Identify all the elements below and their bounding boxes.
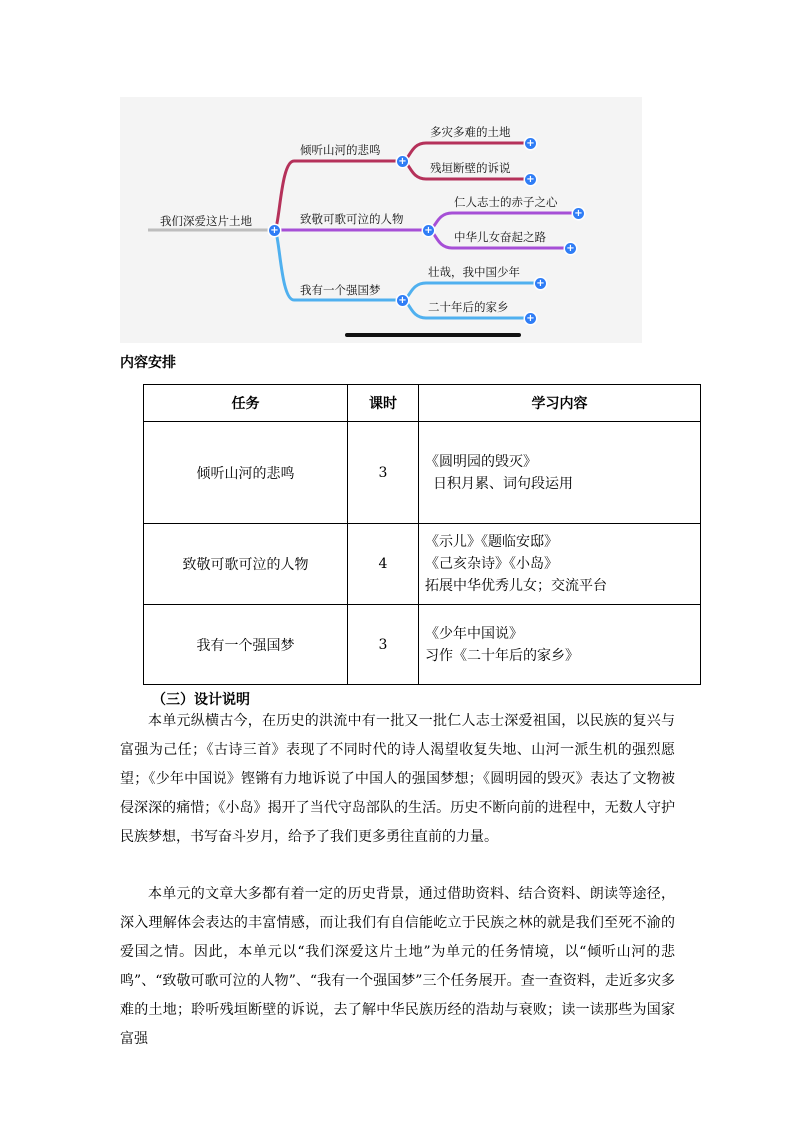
mind-map [120,97,642,343]
home-indicator-bar [345,333,521,337]
content-line: 日积月累、词句段运用 [433,475,573,492]
header-hours: 课时 [348,385,419,422]
expand-leaf-3-1-button[interactable]: + [536,278,545,289]
section-title: 内容安排 [120,355,176,371]
design-notes-heading: （三）设计说明 [152,692,250,708]
leaf-label-2-1: 仁人志士的赤子之心 [454,195,558,209]
leaf-connector-3-1 [402,283,540,300]
table-header-row [144,385,701,422]
expand-root-button[interactable]: + [270,225,279,236]
expand-branch-3-button[interactable]: + [398,295,407,306]
leaf-connector-1-1 [402,143,530,161]
hours-cell: 4 [348,524,419,605]
content-line: 拓展中华优秀儿女；交流平台 [425,578,607,594]
content-cell [419,422,701,524]
leaf-label-1-1: 多灾多难的土地 [430,125,511,139]
branch-label-3: 我有一个强国梦 [300,283,381,297]
expand-leaf-3-2-button[interactable]: + [526,313,535,324]
expand-branch-1-button[interactable]: + [398,156,407,167]
table-row [144,605,701,685]
leaf-label-1-2: 残垣断壁的诉说 [430,161,511,175]
content-cell [419,605,701,685]
content-line: 《示儿》《题临安邸》 [425,534,558,550]
table-row [144,524,701,605]
paragraph: 本单元的文章大多都有着一定的历史背景，通过借助资料、结合资料、朗读等途径，深入理解体会表达的丰富情感，而让我们有自信能屹立于民族之林的就是我们至死不渝的爱国之情。因此，本单元以“我们深爱这片土地”为单元的任务情境，以“倾听山河的悲鸣”、“致敬可歌可泣的人物”、“我有一个强国梦”三个任务展开。查一查资料，走近多灾多难的土地；聆听残垣断壁的诉说，去了解中华民族历经的浩劫与衰败；读一读那些为国家富强 [120,886,675,1047]
content-line: 习作《二十年后的家乡》 [425,647,579,664]
expand-leaf-1-2-button[interactable]: + [526,174,535,185]
expand-leaf-2-1-button[interactable]: + [574,208,583,219]
task-cell: 倾听山河的悲鸣 [144,422,348,524]
leaf-label-3-2: 二十年后的家乡 [428,300,509,314]
leaf-label-3-1: 壮哉，我中国少年 [428,265,520,279]
expand-leaf-1-1-button[interactable]: + [526,138,535,149]
task-cell: 我有一个强国梦 [144,605,348,685]
table-row [144,422,701,524]
hours-cell: 3 [348,422,419,524]
header-content: 学习内容 [419,385,701,422]
branch-label-2: 致敬可歌可泣的人物 [300,212,404,226]
expand-branch-2-button[interactable]: + [424,225,433,236]
content-plan-table [143,384,701,685]
content-line: 《圆明园的毁灭》 [425,453,537,470]
header-task: 任务 [144,385,348,422]
leaf-connector-2-1 [428,213,578,230]
branch-label-1: 倾听山河的悲鸣 [300,143,381,157]
paragraph: 本单元纵横古今，在历史的洪流中有一批又一批仁人志士深爱祖国，以民族的复兴与富强为己任；《古诗三首》表现了不同时代的诗人渴望收复失地、山河一派生机的强烈愿望；《少年中国说》铿锵有力地诉说了中国人的强国梦想；《圆明园的毁灭》表达了文物被侵深深的痛惜；《小岛》揭开了当代守岛部队的生活。历史不断向前的进程中，无数人守护民族梦想，书写奋斗岁月，给予了我们更多勇往直前的力量。 [120,713,675,845]
hours-cell: 3 [348,605,419,685]
content-cell [419,524,701,605]
mind-map-root: 我们深爱这片土地 [160,214,252,228]
content-line: 《少年中国说》 [425,625,523,642]
leaf-label-2-2: 中华儿女奋起之路 [454,230,546,244]
expand-leaf-2-2-button[interactable]: + [566,243,575,254]
task-cell: 致敬可歌可泣的人物 [144,524,348,605]
content-line: 《己亥杂诗》《小岛》 [425,556,558,572]
